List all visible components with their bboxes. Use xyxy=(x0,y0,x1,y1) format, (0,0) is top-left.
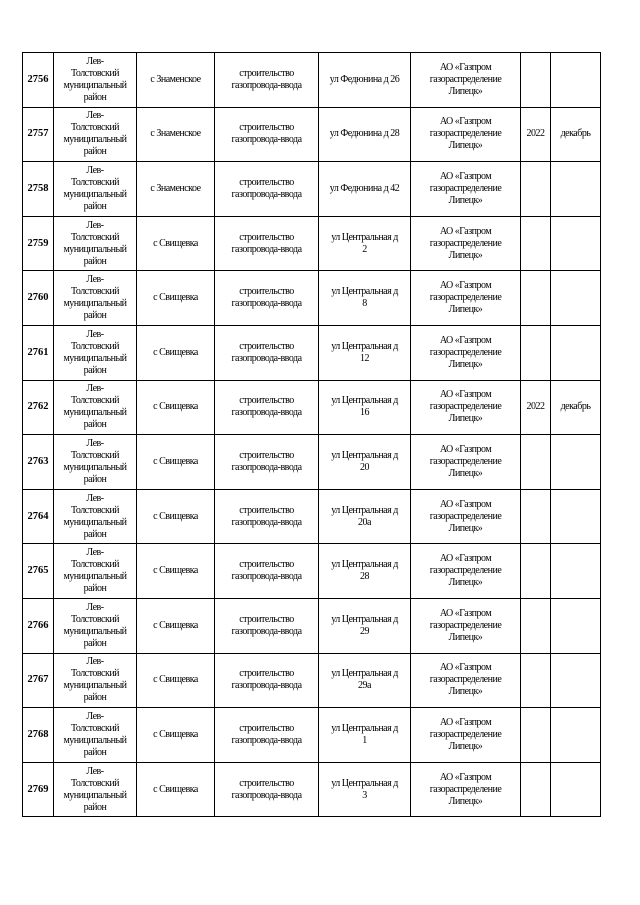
district-cell: Лев- Толстовский муниципальный район xyxy=(54,762,137,817)
village-cell: с Знаменское xyxy=(137,107,215,162)
village-cell: с Знаменское xyxy=(137,162,215,217)
year-cell xyxy=(521,544,551,599)
month-cell xyxy=(551,489,601,544)
row-number: 2756 xyxy=(23,53,54,108)
year-cell: 2022 xyxy=(521,380,551,435)
work-type-cell: строительство газопровода-ввода xyxy=(215,53,319,108)
year-cell xyxy=(521,653,551,708)
year-cell xyxy=(521,435,551,490)
year-cell xyxy=(521,162,551,217)
table-row xyxy=(23,162,601,217)
address-cell: ул Центральная д 29а xyxy=(319,653,411,708)
year-cell: 2022 xyxy=(521,107,551,162)
district-cell: Лев- Толстовский муниципальный район xyxy=(54,598,137,653)
month-cell xyxy=(551,162,601,217)
village-cell: с Свищевка xyxy=(137,435,215,490)
month-cell xyxy=(551,216,601,271)
village-cell: с Свищевка xyxy=(137,325,215,380)
row-number: 2759 xyxy=(23,216,54,271)
organization-cell: АО «Газпром газораспределение Липецк» xyxy=(411,762,521,817)
month-cell xyxy=(551,435,601,490)
month-cell: декабрь xyxy=(551,107,601,162)
district-cell: Лев- Толстовский муниципальный район xyxy=(54,653,137,708)
row-number: 2761 xyxy=(23,325,54,380)
address-cell: ул Центральная д 29 xyxy=(319,598,411,653)
row-number: 2765 xyxy=(23,544,54,599)
district-cell: Лев- Толстовский муниципальный район xyxy=(54,544,137,599)
table-row xyxy=(23,435,601,490)
address-cell: ул Центральная д 12 xyxy=(319,325,411,380)
year-cell xyxy=(521,271,551,326)
year-cell xyxy=(521,489,551,544)
address-cell: ул Центральная д 28 xyxy=(319,544,411,599)
organization-cell: АО «Газпром газораспределение Липецк» xyxy=(411,107,521,162)
organization-cell: АО «Газпром газораспределение Липецк» xyxy=(411,598,521,653)
row-number: 2767 xyxy=(23,653,54,708)
table-row xyxy=(23,653,601,708)
work-type-cell: строительство газопровода-ввода xyxy=(215,162,319,217)
table-row xyxy=(23,216,601,271)
village-cell: с Свищевка xyxy=(137,598,215,653)
work-type-cell: строительство газопровода-ввода xyxy=(215,708,319,763)
district-cell: Лев- Толстовский муниципальный район xyxy=(54,489,137,544)
table-row xyxy=(23,708,601,763)
district-cell: Лев- Толстовский муниципальный район xyxy=(54,380,137,435)
village-cell: с Свищевка xyxy=(137,544,215,599)
organization-cell: АО «Газпром газораспределение Липецк» xyxy=(411,162,521,217)
month-cell: декабрь xyxy=(551,380,601,435)
registry-table xyxy=(22,52,601,817)
address-cell: ул Центральная д 1 xyxy=(319,708,411,763)
year-cell xyxy=(521,708,551,763)
work-type-cell: строительство газопровода-ввода xyxy=(215,762,319,817)
month-cell xyxy=(551,598,601,653)
district-cell: Лев- Толстовский муниципальный район xyxy=(54,271,137,326)
address-cell: ул Центральная д 20 xyxy=(319,435,411,490)
village-cell: с Знаменское xyxy=(137,53,215,108)
village-cell: с Свищевка xyxy=(137,271,215,326)
table-row xyxy=(23,762,601,817)
row-number: 2769 xyxy=(23,762,54,817)
document-page xyxy=(22,52,600,817)
year-cell xyxy=(521,325,551,380)
month-cell xyxy=(551,708,601,763)
row-number: 2768 xyxy=(23,708,54,763)
address-cell: ул Центральная д 16 xyxy=(319,380,411,435)
organization-cell: АО «Газпром газораспределение Липецк» xyxy=(411,216,521,271)
work-type-cell: строительство газопровода-ввода xyxy=(215,107,319,162)
work-type-cell: строительство газопровода-ввода xyxy=(215,380,319,435)
village-cell: с Свищевка xyxy=(137,216,215,271)
address-cell: ул Федюнина д 28 xyxy=(319,107,411,162)
row-number: 2762 xyxy=(23,380,54,435)
work-type-cell: строительство газопровода-ввода xyxy=(215,271,319,326)
organization-cell: АО «Газпром газораспределение Липецк» xyxy=(411,325,521,380)
village-cell: с Свищевка xyxy=(137,380,215,435)
month-cell xyxy=(551,325,601,380)
work-type-cell: строительство газопровода-ввода xyxy=(215,653,319,708)
month-cell xyxy=(551,544,601,599)
address-cell: ул Центральная д 20а xyxy=(319,489,411,544)
table-row xyxy=(23,107,601,162)
year-cell xyxy=(521,216,551,271)
year-cell xyxy=(521,53,551,108)
address-cell: ул Центральная д 8 xyxy=(319,271,411,326)
address-cell: ул Федюнина д 42 xyxy=(319,162,411,217)
work-type-cell: строительство газопровода-ввода xyxy=(215,435,319,490)
work-type-cell: строительство газопровода-ввода xyxy=(215,489,319,544)
month-cell xyxy=(551,53,601,108)
village-cell: с Свищевка xyxy=(137,762,215,817)
work-type-cell: строительство газопровода-ввода xyxy=(215,598,319,653)
district-cell: Лев- Толстовский муниципальный район xyxy=(54,53,137,108)
table-row xyxy=(23,380,601,435)
work-type-cell: строительство газопровода-ввода xyxy=(215,544,319,599)
organization-cell: АО «Газпром газораспределение Липецк» xyxy=(411,544,521,599)
district-cell: Лев- Толстовский муниципальный район xyxy=(54,162,137,217)
table-row xyxy=(23,544,601,599)
district-cell: Лев- Толстовский муниципальный район xyxy=(54,435,137,490)
district-cell: Лев- Толстовский муниципальный район xyxy=(54,708,137,763)
table-row xyxy=(23,325,601,380)
district-cell: Лев- Толстовский муниципальный район xyxy=(54,107,137,162)
table-row xyxy=(23,271,601,326)
organization-cell: АО «Газпром газораспределение Липецк» xyxy=(411,380,521,435)
work-type-cell: строительство газопровода-ввода xyxy=(215,216,319,271)
address-cell: ул Центральная д 3 xyxy=(319,762,411,817)
row-number: 2758 xyxy=(23,162,54,217)
work-type-cell: строительство газопровода-ввода xyxy=(215,325,319,380)
year-cell xyxy=(521,762,551,817)
address-cell: ул Федюнина д 26 xyxy=(319,53,411,108)
organization-cell: АО «Газпром газораспределение Липецк» xyxy=(411,271,521,326)
registry-table-body xyxy=(23,53,601,817)
row-number: 2757 xyxy=(23,107,54,162)
row-number: 2760 xyxy=(23,271,54,326)
row-number: 2763 xyxy=(23,435,54,490)
organization-cell: АО «Газпром газораспределение Липецк» xyxy=(411,489,521,544)
month-cell xyxy=(551,653,601,708)
organization-cell: АО «Газпром газораспределение Липецк» xyxy=(411,435,521,490)
address-cell: ул Центральная д 2 xyxy=(319,216,411,271)
table-row xyxy=(23,598,601,653)
row-number: 2764 xyxy=(23,489,54,544)
village-cell: с Свищевка xyxy=(137,708,215,763)
table-row xyxy=(23,53,601,108)
table-row xyxy=(23,489,601,544)
month-cell xyxy=(551,271,601,326)
year-cell xyxy=(521,598,551,653)
organization-cell: АО «Газпром газораспределение Липецк» xyxy=(411,53,521,108)
row-number: 2766 xyxy=(23,598,54,653)
village-cell: с Свищевка xyxy=(137,489,215,544)
organization-cell: АО «Газпром газораспределение Липецк» xyxy=(411,653,521,708)
district-cell: Лев- Толстовский муниципальный район xyxy=(54,216,137,271)
month-cell xyxy=(551,762,601,817)
organization-cell: АО «Газпром газораспределение Липецк» xyxy=(411,708,521,763)
village-cell: с Свищевка xyxy=(137,653,215,708)
district-cell: Лев- Толстовский муниципальный район xyxy=(54,325,137,380)
